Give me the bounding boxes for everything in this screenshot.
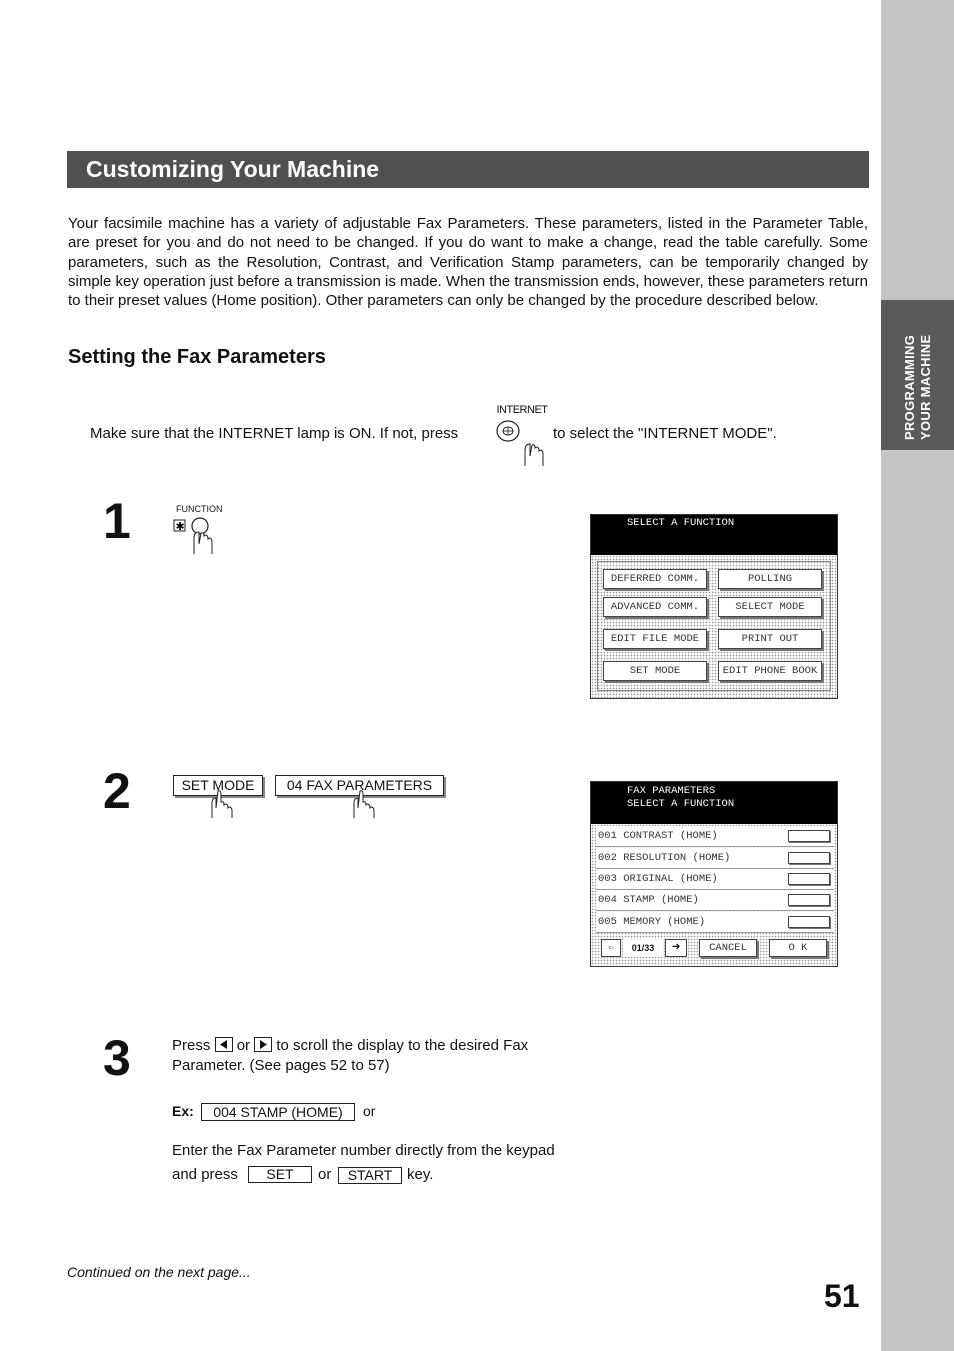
param-row[interactable] bbox=[596, 912, 834, 933]
step3-line2: Parameter. (See pages 52 to 57) bbox=[172, 1057, 390, 1074]
page-title: Customizing Your Machine bbox=[86, 156, 380, 182]
example-or-word: or bbox=[363, 1103, 376, 1119]
param-row-label: 005 MEMORY (HOME) bbox=[598, 916, 706, 928]
lcd-header-line1: FAX PARAMETERS bbox=[627, 785, 716, 797]
chapter-tab-line2: YOUR MACHINE bbox=[917, 334, 933, 440]
svg-text:✱: ✱ bbox=[175, 520, 185, 533]
param-value-box bbox=[788, 894, 830, 906]
param-row-label: 004 STAMP (HOME) bbox=[598, 894, 699, 906]
lcd-header bbox=[591, 782, 837, 824]
deferred-comm-button[interactable]: DEFERRED COMM. bbox=[603, 569, 707, 589]
next-arrow-icon[interactable]: ➜ bbox=[665, 939, 687, 957]
param-value-box bbox=[788, 873, 830, 885]
param-value-box bbox=[788, 852, 830, 864]
title-bar bbox=[67, 151, 869, 188]
param-row-label: 002 RESOLUTION (HOME) bbox=[598, 852, 731, 864]
step-number-1: 1 bbox=[103, 493, 131, 549]
globe-button-icon bbox=[493, 404, 551, 466]
param-row-label: 001 CONTRAST (HOME) bbox=[598, 830, 718, 842]
select-mode-button[interactable]: SELECT MODE bbox=[718, 597, 822, 617]
section-title: Setting the Fax Parameters bbox=[68, 346, 326, 368]
set-mode-key[interactable]: SET MODE bbox=[173, 775, 263, 796]
continued-note: Continued on the next page... bbox=[67, 1264, 251, 1280]
step-number-2: 2 bbox=[103, 763, 131, 819]
fax-parameters-key[interactable]: 04 FAX PARAMETERS bbox=[275, 775, 444, 796]
right-arrow-icon bbox=[255, 1038, 271, 1051]
back-arrow-icon[interactable]: ⇦ bbox=[601, 939, 621, 957]
internet-key-label: INTERNET bbox=[496, 404, 548, 416]
param-row[interactable] bbox=[596, 848, 834, 869]
lcd-body bbox=[591, 824, 837, 966]
param-value-box bbox=[788, 830, 830, 842]
right-arrow-key[interactable] bbox=[254, 1037, 272, 1052]
cancel-button[interactable]: CANCEL bbox=[699, 939, 757, 957]
and-press-text: and press bbox=[172, 1166, 238, 1183]
polling-button[interactable]: POLLING bbox=[718, 569, 822, 589]
function-key[interactable] bbox=[172, 504, 226, 556]
scroll-instruction: to scroll the display to the desired Fax bbox=[276, 1037, 529, 1054]
hand-press-icon bbox=[350, 789, 378, 819]
left-arrow-icon bbox=[216, 1038, 232, 1051]
press-word: Press bbox=[172, 1037, 211, 1054]
example-stamp-key[interactable]: 004 STAMP (HOME) bbox=[201, 1103, 355, 1121]
or-word: or bbox=[236, 1037, 251, 1054]
param-value-box bbox=[788, 916, 830, 928]
lcd-body bbox=[591, 555, 837, 698]
side-strip bbox=[881, 0, 954, 1351]
or-word-2: or bbox=[318, 1166, 332, 1183]
lcd-fax-parameters bbox=[590, 781, 838, 967]
set-key[interactable]: SET bbox=[248, 1166, 312, 1183]
param-row[interactable] bbox=[596, 869, 834, 890]
internet-instruction: Make sure that the INTERNET lamp is ON. If not, press bbox=[90, 425, 459, 442]
step-number-3: 3 bbox=[103, 1030, 131, 1086]
key-word: key. bbox=[407, 1166, 434, 1183]
param-row[interactable] bbox=[596, 890, 834, 911]
intro-paragraph: Your facsimile machine has a variety of adjustable Fax Parameters. These parameters, listed in the Parameter Table, are preset for you and do not need to be changed. If you do want to make a change, read the table carefully. Some parameters, such as the Resolution, Contrast, and Verification Stamp parameters, can be temporarily changed by simple key operation just before a transmission is made. When the transmission ends, however, these parameters return to their preset values (Home position). Other parameters can only be changed by the procedure described below. bbox=[68, 215, 868, 310]
param-row-label: 003 ORIGINAL (HOME) bbox=[598, 873, 718, 885]
page-number: 51 bbox=[824, 1278, 860, 1314]
keypad-instruction: Enter the Fax Parameter number directly from the keypad bbox=[172, 1142, 555, 1159]
ok-button[interactable]: O K bbox=[769, 939, 827, 957]
param-row[interactable] bbox=[596, 826, 834, 847]
hand-press-icon bbox=[208, 789, 236, 819]
edit-file-mode-button[interactable]: EDIT FILE MODE bbox=[603, 629, 707, 649]
function-key-label: FUNCTION bbox=[176, 504, 223, 514]
lcd-select-function bbox=[590, 514, 838, 699]
page-indicator: 01/33 bbox=[623, 939, 663, 957]
advanced-comm-button[interactable]: ADVANCED COMM. bbox=[603, 597, 707, 617]
function-button-icon bbox=[172, 504, 226, 556]
edit-phone-book-button[interactable]: EDIT PHONE BOOK bbox=[718, 661, 822, 681]
print-out-button[interactable]: PRINT OUT bbox=[718, 629, 822, 649]
start-key[interactable]: START bbox=[338, 1167, 402, 1184]
set-mode-button[interactable]: SET MODE bbox=[603, 661, 707, 681]
step3-line1 bbox=[172, 1037, 528, 1054]
chapter-tab bbox=[881, 300, 954, 450]
example-label: Ex: bbox=[172, 1103, 194, 1119]
lcd-header-line2: SELECT A FUNCTION bbox=[627, 798, 735, 810]
chapter-tab-line1: PROGRAMMING bbox=[901, 334, 917, 440]
internet-key[interactable] bbox=[493, 404, 551, 466]
left-arrow-key[interactable] bbox=[215, 1037, 233, 1052]
internet-instruction-end: to select the "INTERNET MODE". bbox=[553, 425, 777, 442]
lcd-header: SELECT A FUNCTION bbox=[591, 515, 837, 555]
